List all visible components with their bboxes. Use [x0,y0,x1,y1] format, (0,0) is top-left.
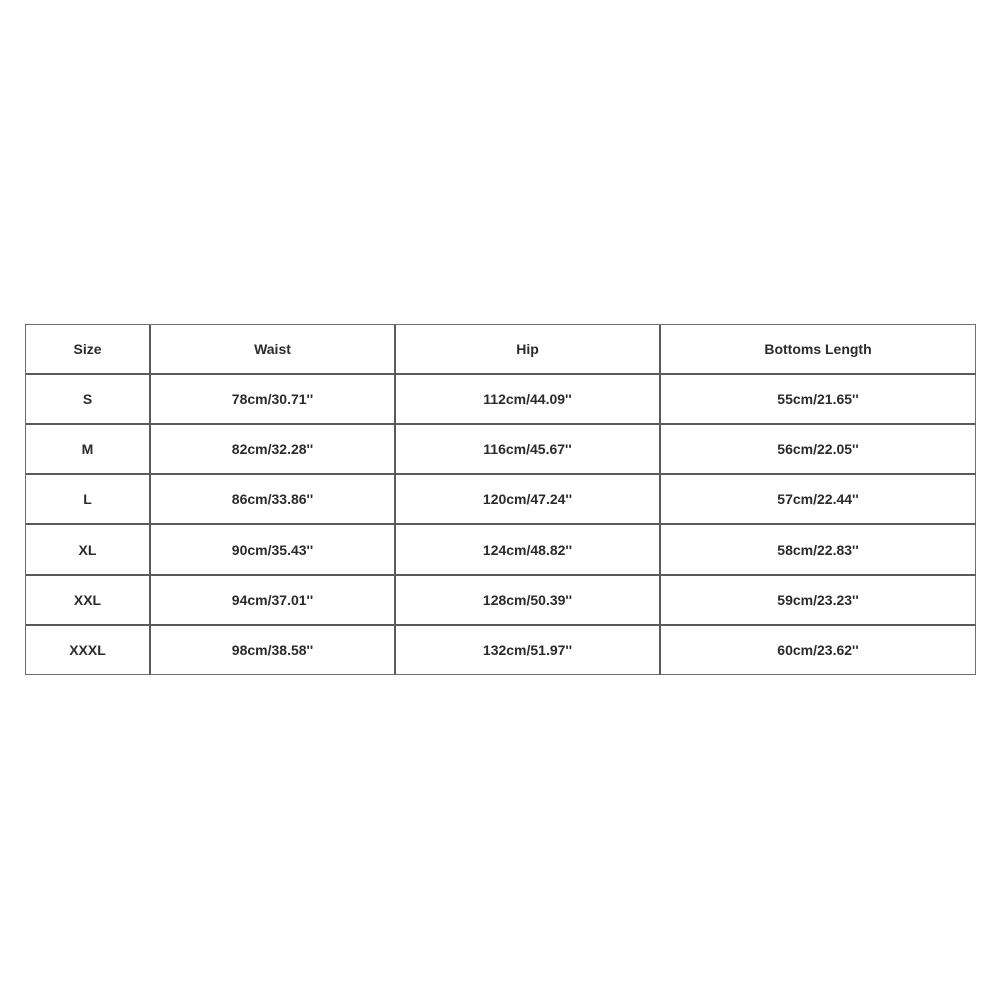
cell-size: M [26,425,151,475]
cell-waist: 82cm/32.28'' [151,425,396,475]
cell-waist: 78cm/30.71'' [151,375,396,425]
size-chart-table [25,324,976,675]
cell-bottoms-length: 55cm/21.65'' [661,375,976,425]
cell-hip: 116cm/45.67'' [396,425,661,475]
cell-hip: 132cm/51.97'' [396,626,661,675]
header-size: Size [26,325,151,375]
cell-bottoms-length: 57cm/22.44'' [661,475,976,525]
table-row [26,475,976,525]
cell-size: XXXL [26,626,151,675]
header-row [26,325,976,375]
table-row [26,425,976,475]
cell-bottoms-length: 60cm/23.62'' [661,626,976,675]
table-row [26,576,976,626]
header-hip: Hip [396,325,661,375]
cell-hip: 124cm/48.82'' [396,525,661,575]
table-row [26,626,976,675]
cell-bottoms-length: 59cm/23.23'' [661,576,976,626]
cell-waist: 90cm/35.43'' [151,525,396,575]
table-row [26,525,976,575]
cell-size: L [26,475,151,525]
cell-size: XXL [26,576,151,626]
cell-hip: 112cm/44.09'' [396,375,661,425]
cell-hip: 128cm/50.39'' [396,576,661,626]
header-bottoms-length: Bottoms Length [661,325,976,375]
cell-waist: 86cm/33.86'' [151,475,396,525]
header-waist: Waist [151,325,396,375]
cell-size: XL [26,525,151,575]
cell-bottoms-length: 58cm/22.83'' [661,525,976,575]
cell-hip: 120cm/47.24'' [396,475,661,525]
cell-bottoms-length: 56cm/22.05'' [661,425,976,475]
cell-waist: 94cm/37.01'' [151,576,396,626]
cell-size: S [26,375,151,425]
table-row [26,375,976,425]
cell-waist: 98cm/38.58'' [151,626,396,675]
